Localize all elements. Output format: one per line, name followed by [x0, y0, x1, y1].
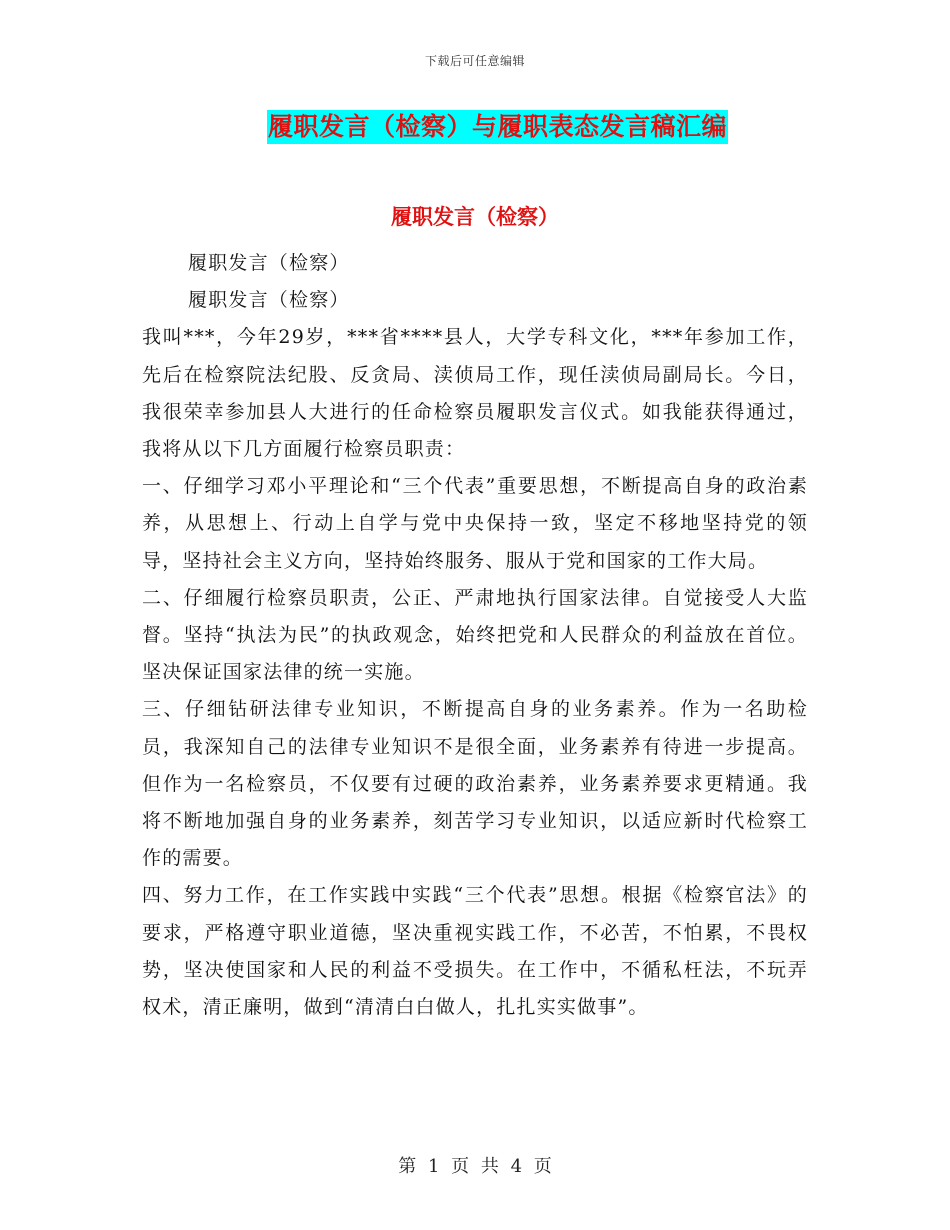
point-2-paragraph: 二、仔细履行检察员职责，公正、严肃地执行国家法律。自觉接受人大监督。坚持“执法为民”的执政观念，始终把党和人民群众的利益放在首位。坚决保证国家法律的统一实施。 [142, 586, 808, 684]
document-title-text: 履职发言（检察）与履职表态发言稿汇编 [267, 110, 728, 144]
document-body [142, 245, 808, 1026]
document-title [0, 110, 950, 144]
subheading-1: 履职发言（检察） [188, 252, 350, 274]
section-title: 履职发言（检察） [391, 204, 559, 229]
page-header-note: 下载后可任意编辑 [424, 54, 525, 68]
point-1-paragraph: 一、仔细学习邓小平理论和“三个代表”重要思想，不断提高自身的政治素养，从思想上、行动上自学与党中央保持一致，坚定不移地坚持党的领导，坚持社会主义方向，坚持始终服务、服从于党和国家的工作大局。 [142, 475, 808, 572]
page-number-footer: 第 1 页 共 4 页 [398, 1156, 552, 1177]
intro-paragraph: 我叫***，今年29岁，***省****县人，大学专科文化，***年参加工作，先后在检察院法纪股、反贪局、渎侦局工作，现任渎侦局副局长。今日，我很荣幸参加县人大进行的任命检察员履职发言仪式。如我能获得通过，我将从以下几方面履行检察员职责： [142, 326, 808, 461]
subheading-2: 履职发言（检察） [188, 289, 350, 312]
point-3-paragraph: 三、仔细钻研法律专业知识，不断提高自身的业务素养。作为一名助检员，我深知自己的法律专业知识不是很全面，业务素养有待进一步提高。但作为一名检察员，不仅要有过硬的政治素养，业务素养要求更精通。我将不断地加强自身的业务素养，刻苦学习专业知识，以适应新时代检察工作的需要。 [142, 698, 808, 870]
point-4-paragraph: 四、努力工作，在工作实践中实践“三个代表”思想。根据《检察官法》的要求，严格遵守职业道德，坚决重视实践工作，不必苦，不怕累，不畏权势，坚决使国家和人民的利益不受损失。在工作中，不循私枉法，不玩弄权术，清正廉明，做到“清清白白做人，扎扎实实做事”。 [142, 884, 808, 1019]
